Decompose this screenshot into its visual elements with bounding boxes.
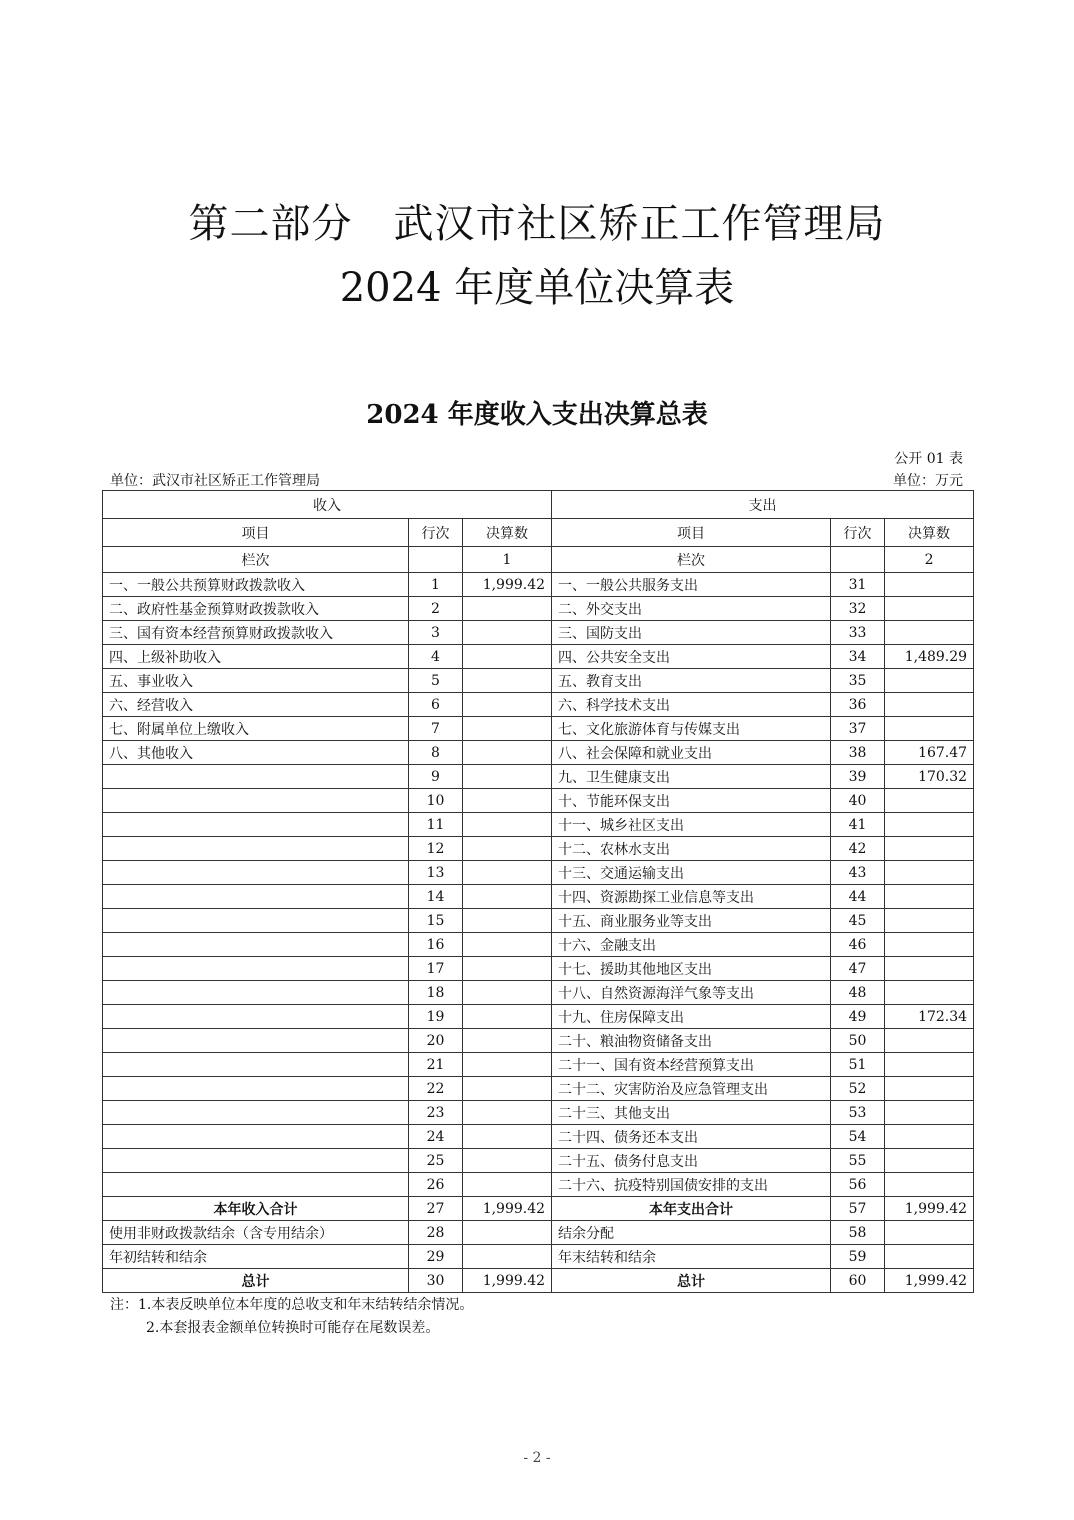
table-row [103, 1173, 974, 1197]
income-line-no: 22 [409, 1077, 463, 1101]
table-row [103, 861, 974, 885]
income-line-no: 6 [409, 693, 463, 717]
expense-line-no: 48 [831, 981, 885, 1005]
income-amount [463, 1005, 552, 1029]
expense-item: 十六、金融支出 [552, 933, 831, 957]
income-line-no: 25 [409, 1149, 463, 1173]
table-row [103, 693, 974, 717]
col-header-item: 项目 [103, 519, 409, 547]
expense-amount [885, 933, 974, 957]
expense-amount [885, 789, 974, 813]
expense-line-no: 53 [831, 1101, 885, 1125]
expense-line-no: 33 [831, 621, 885, 645]
income-line-no: 9 [409, 765, 463, 789]
expense-amount [885, 1125, 974, 1149]
expense-item: 十七、援助其他地区支出 [552, 957, 831, 981]
income-item [103, 885, 409, 909]
income-amount [463, 621, 552, 645]
income-amount [463, 693, 552, 717]
note-1: 注：1.本表反映单位本年度的总收支和年末结转结余情况。 [110, 1297, 474, 1313]
expense-line-no: 49 [831, 1005, 885, 1029]
table-row [103, 789, 974, 813]
table-row [103, 1125, 974, 1149]
expense-line-no: 58 [831, 1221, 885, 1245]
expense-item: 十三、交通运输支出 [552, 861, 831, 885]
income-item [103, 957, 409, 981]
income-line-no: 26 [409, 1173, 463, 1197]
expense-amount [885, 813, 974, 837]
expense-amount [885, 669, 974, 693]
income-item: 二、政府性基金预算财政拨款收入 [103, 597, 409, 621]
income-item [103, 1101, 409, 1125]
expense-line-no: 60 [831, 1269, 885, 1293]
table-row [103, 669, 974, 693]
expense-amount [885, 861, 974, 885]
expense-amount [885, 885, 974, 909]
income-amount [463, 1173, 552, 1197]
expense-amount [885, 597, 974, 621]
table-row [103, 621, 974, 645]
income-header: 收入 [103, 491, 552, 519]
income-line-no: 19 [409, 1005, 463, 1029]
income-line-no: 13 [409, 861, 463, 885]
expense-amount [885, 717, 974, 741]
table-row [103, 717, 974, 741]
expense-summary-item: 本年支出合计 [552, 1197, 831, 1221]
expense-line-no: 57 [831, 1197, 885, 1221]
income-line-no: 28 [409, 1221, 463, 1245]
expense-amount: 1,999.42 [885, 1269, 974, 1293]
summary-row [103, 1221, 974, 1245]
expense-item: 二十五、债务付息支出 [552, 1149, 831, 1173]
expense-amount [885, 621, 974, 645]
expense-item: 十一、城乡社区支出 [552, 813, 831, 837]
income-line-no: 5 [409, 669, 463, 693]
income-item: 八、其他收入 [103, 741, 409, 765]
income-line-no: 1 [409, 573, 463, 597]
income-amount [463, 597, 552, 621]
expense-summary-item: 结余分配 [552, 1221, 831, 1245]
income-amount [463, 909, 552, 933]
income-item [103, 1029, 409, 1053]
summary-row [103, 1197, 974, 1221]
table-title: 2024 年度收入支出决算总表 [366, 400, 708, 430]
col-index-label: 栏次 [552, 547, 831, 573]
income-item: 七、附属单位上缴收入 [103, 717, 409, 741]
income-item [103, 1077, 409, 1101]
expense-item: 二十三、其他支出 [552, 1101, 831, 1125]
expense-amount: 167.47 [885, 741, 974, 765]
expense-amount: 1,489.29 [885, 645, 974, 669]
summary-row [103, 1245, 974, 1269]
expense-line-no: 45 [831, 909, 885, 933]
expense-amount [885, 1245, 974, 1269]
income-amount [463, 861, 552, 885]
expense-summary-item: 年末结转和结余 [552, 1245, 831, 1269]
expense-line-no: 50 [831, 1029, 885, 1053]
expense-amount [885, 1053, 974, 1077]
expense-amount [885, 909, 974, 933]
expense-item: 一、一般公共服务支出 [552, 573, 831, 597]
expense-amount [885, 837, 974, 861]
income-amount [463, 1125, 552, 1149]
income-item: 四、上级补助收入 [103, 645, 409, 669]
income-line-no: 12 [409, 837, 463, 861]
table-row [103, 741, 974, 765]
expense-line-no: 39 [831, 765, 885, 789]
expense-item: 十二、农林水支出 [552, 837, 831, 861]
expense-line-no: 43 [831, 861, 885, 885]
income-line-no: 2 [409, 597, 463, 621]
expense-item: 二十六、抗疫特别国债安排的支出 [552, 1173, 831, 1197]
expense-item: 二十四、债务还本支出 [552, 1125, 831, 1149]
expense-item: 八、社会保障和就业支出 [552, 741, 831, 765]
expense-amount [885, 1077, 974, 1101]
part-title: 第二部分 武汉市社区矫正工作管理局 [188, 201, 886, 247]
income-item [103, 1125, 409, 1149]
table-row [103, 981, 974, 1005]
income-line-no: 24 [409, 1125, 463, 1149]
income-amount [463, 789, 552, 813]
income-line-no: 20 [409, 1029, 463, 1053]
income-line-no: 17 [409, 957, 463, 981]
expense-amount [885, 573, 974, 597]
expense-line-no: 54 [831, 1125, 885, 1149]
income-line-no: 7 [409, 717, 463, 741]
income-expense-table [102, 490, 974, 1293]
expense-item: 五、教育支出 [552, 669, 831, 693]
expense-item: 二十一、国有资本经营预算支出 [552, 1053, 831, 1077]
expense-item: 十八、自然资源海洋气象等支出 [552, 981, 831, 1005]
table-row [103, 1029, 974, 1053]
table-row [103, 1005, 974, 1029]
expense-line-no: 44 [831, 885, 885, 909]
table-row [103, 1077, 974, 1101]
income-summary-item: 使用非财政拨款结余（含专用结余） [103, 1221, 409, 1245]
income-summary-item: 本年收入合计 [103, 1197, 409, 1221]
expense-line-no: 55 [831, 1149, 885, 1173]
expense-line-no: 52 [831, 1077, 885, 1101]
expense-header: 支出 [552, 491, 974, 519]
income-line-no: 21 [409, 1053, 463, 1077]
expense-amount [885, 981, 974, 1005]
income-line-no: 10 [409, 789, 463, 813]
income-item: 五、事业收入 [103, 669, 409, 693]
expense-line-no: 34 [831, 645, 885, 669]
currency-unit: 单位：万元 [893, 473, 963, 489]
income-amount: 1,999.42 [463, 573, 552, 597]
income-amount [463, 741, 552, 765]
table-row [103, 885, 974, 909]
table-row [103, 837, 974, 861]
table-row [103, 813, 974, 837]
income-item [103, 909, 409, 933]
expense-item: 十五、商业服务业等支出 [552, 909, 831, 933]
income-col-index: 1 [463, 547, 552, 573]
expense-line-no: 42 [831, 837, 885, 861]
expense-amount: 1,999.42 [885, 1197, 974, 1221]
summary-row [103, 1269, 974, 1293]
note-2: 2.本套报表金额单位转换时可能存在尾数误差。 [146, 1320, 440, 1336]
expense-col-index: 2 [885, 547, 974, 573]
reporting-unit: 单位：武汉市社区矫正工作管理局 [110, 473, 320, 489]
expense-amount: 172.34 [885, 1005, 974, 1029]
expense-line-no: 41 [831, 813, 885, 837]
notes [110, 1294, 473, 1340]
income-amount [463, 1101, 552, 1125]
income-amount [463, 885, 552, 909]
income-amount [463, 1053, 552, 1077]
income-amount [463, 981, 552, 1005]
expense-item: 十九、住房保障支出 [552, 1005, 831, 1029]
expense-amount [885, 693, 974, 717]
column-header-row [103, 519, 974, 547]
income-line-no: 11 [409, 813, 463, 837]
income-item [103, 813, 409, 837]
expense-item: 四、公共安全支出 [552, 645, 831, 669]
col-index-label: 栏次 [103, 547, 409, 573]
expense-amount: 170.32 [885, 765, 974, 789]
expense-amount [885, 1173, 974, 1197]
income-amount [463, 1077, 552, 1101]
expense-summary-item: 总计 [552, 1269, 831, 1293]
page-number: - 2 - [523, 1450, 551, 1466]
expense-line-no: 47 [831, 957, 885, 981]
expense-line-no: 40 [831, 789, 885, 813]
income-line-no: 4 [409, 645, 463, 669]
expense-amount [885, 1221, 974, 1245]
expense-item: 十四、资源勘探工业信息等支出 [552, 885, 831, 909]
income-item [103, 765, 409, 789]
income-line-no: 18 [409, 981, 463, 1005]
income-amount [463, 1029, 552, 1053]
income-amount [463, 765, 552, 789]
income-line-no: 29 [409, 1245, 463, 1269]
form-number: 公开 01 表 [894, 451, 963, 467]
income-summary-item: 年初结转和结余 [103, 1245, 409, 1269]
expense-line-no: 59 [831, 1245, 885, 1269]
income-item [103, 981, 409, 1005]
income-line-no: 16 [409, 933, 463, 957]
income-amount [463, 813, 552, 837]
expense-amount [885, 1149, 974, 1173]
table-row [103, 1149, 974, 1173]
col-header-amount: 决算数 [463, 519, 552, 547]
col-index-empty [831, 547, 885, 573]
expense-line-no: 56 [831, 1173, 885, 1197]
income-amount: 1,999.42 [463, 1197, 552, 1221]
income-amount [463, 933, 552, 957]
col-header-line: 行次 [831, 519, 885, 547]
income-item [103, 1149, 409, 1173]
income-amount [463, 645, 552, 669]
table-row [103, 645, 974, 669]
expense-line-no: 38 [831, 741, 885, 765]
income-item [103, 933, 409, 957]
income-line-no: 15 [409, 909, 463, 933]
income-amount: 1,999.42 [463, 1269, 552, 1293]
table-row [103, 765, 974, 789]
sub-title: 2024 年度单位决算表 [339, 265, 735, 311]
table-row [103, 573, 974, 597]
table-row [103, 957, 974, 981]
expense-line-no: 46 [831, 933, 885, 957]
expense-item: 三、国防支出 [552, 621, 831, 645]
expense-item: 二、外交支出 [552, 597, 831, 621]
section-header-row [103, 491, 974, 519]
income-item: 三、国有资本经营预算财政拨款收入 [103, 621, 409, 645]
expense-amount [885, 1101, 974, 1125]
expense-line-no: 35 [831, 669, 885, 693]
income-line-no: 27 [409, 1197, 463, 1221]
expense-item: 六、科学技术支出 [552, 693, 831, 717]
income-line-no: 30 [409, 1269, 463, 1293]
income-amount [463, 1221, 552, 1245]
table-row [103, 909, 974, 933]
income-summary-item: 总计 [103, 1269, 409, 1293]
income-line-no: 8 [409, 741, 463, 765]
expense-item: 二十二、灾害防治及应急管理支出 [552, 1077, 831, 1101]
income-amount [463, 837, 552, 861]
col-index-empty [409, 547, 463, 573]
expense-item: 九、卫生健康支出 [552, 765, 831, 789]
col-header-item: 项目 [552, 519, 831, 547]
table-row [103, 597, 974, 621]
income-line-no: 14 [409, 885, 463, 909]
expense-line-no: 51 [831, 1053, 885, 1077]
expense-item: 七、文化旅游体育与传媒支出 [552, 717, 831, 741]
income-item [103, 789, 409, 813]
expense-line-no: 31 [831, 573, 885, 597]
expense-line-no: 36 [831, 693, 885, 717]
income-amount [463, 717, 552, 741]
table-row [103, 933, 974, 957]
income-line-no: 23 [409, 1101, 463, 1125]
expense-line-no: 37 [831, 717, 885, 741]
table-row [103, 1053, 974, 1077]
income-amount [463, 1149, 552, 1173]
income-amount [463, 957, 552, 981]
income-amount [463, 1245, 552, 1269]
income-item [103, 1173, 409, 1197]
col-header-line: 行次 [409, 519, 463, 547]
income-item [103, 837, 409, 861]
income-item [103, 1053, 409, 1077]
expense-item: 十、节能环保支出 [552, 789, 831, 813]
expense-amount [885, 957, 974, 981]
income-item [103, 1005, 409, 1029]
income-item [103, 861, 409, 885]
table-row [103, 1101, 974, 1125]
income-line-no: 3 [409, 621, 463, 645]
expense-amount [885, 1029, 974, 1053]
income-item: 一、一般公共预算财政拨款收入 [103, 573, 409, 597]
income-amount [463, 669, 552, 693]
expense-line-no: 32 [831, 597, 885, 621]
income-item: 六、经营收入 [103, 693, 409, 717]
col-header-amount: 决算数 [885, 519, 974, 547]
column-index-row [103, 547, 974, 573]
expense-item: 二十、粮油物资储备支出 [552, 1029, 831, 1053]
